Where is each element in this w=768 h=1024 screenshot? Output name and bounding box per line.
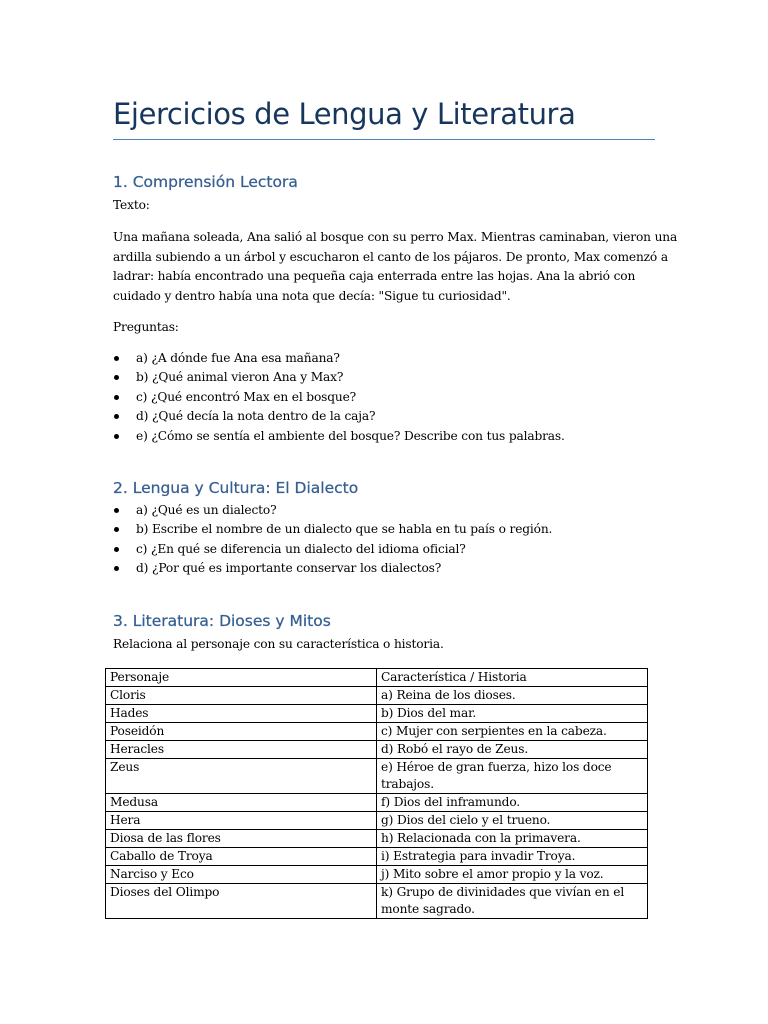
description-line: a) Reina de los dioses. xyxy=(381,688,516,702)
list-item xyxy=(113,349,565,368)
text-label: Texto: xyxy=(113,198,150,212)
section3-heading: 3. Literatura: Dioses y Mitos xyxy=(113,612,331,630)
list-item xyxy=(113,407,565,426)
description-cell xyxy=(377,866,648,884)
paragraph-line: ladrar: había encontrado una pequeña caja enterrada entre las hojas. Ana la abrió con xyxy=(113,269,636,283)
description-line: i) Estrategia para invadir Troya. xyxy=(381,849,576,863)
description-line: monte sagrado. xyxy=(381,902,475,916)
description-line: h) Relacionada con la primavera. xyxy=(381,831,581,845)
table-row xyxy=(106,866,648,884)
table-row xyxy=(106,794,648,812)
table-row xyxy=(106,830,648,848)
paragraph-line: Una mañana soleada, Ana salió al bosque con su perro Max. Mientras caminaban, vieron una xyxy=(113,230,678,244)
description-cell xyxy=(377,812,648,830)
character-cell: Hades xyxy=(106,705,377,723)
list-item xyxy=(113,427,565,446)
instruction-text: Relaciona al personaje con su característica o historia. xyxy=(113,637,444,651)
section2-question-list xyxy=(113,501,552,579)
character-cell: Heracles xyxy=(106,741,377,759)
table-row xyxy=(106,759,648,794)
question-text: c) ¿Qué encontró Max en el bosque? xyxy=(136,389,357,404)
description-cell xyxy=(377,723,648,741)
character-cell: Zeus xyxy=(106,759,377,794)
bullet-icon xyxy=(114,434,119,439)
description-cell xyxy=(377,794,648,812)
reading-paragraph xyxy=(113,228,678,306)
character-cell: Caballo de Troya xyxy=(106,848,377,866)
question-text: b) ¿Qué animal vieron Ana y Max? xyxy=(136,370,344,385)
question-text: a) ¿A dónde fue Ana esa mañana? xyxy=(136,351,340,365)
list-item xyxy=(113,501,552,520)
paragraph-line: ardilla subiendo a un árbol y escucharon el canto de los pájaros. De pronto, Max comenzó a xyxy=(113,249,668,264)
header-cell-personaje: Personaje xyxy=(106,669,377,687)
bullet-icon xyxy=(114,527,119,532)
table-row xyxy=(106,812,648,830)
description-cell xyxy=(377,759,648,794)
list-item xyxy=(113,520,552,539)
description-line: d) Robó el rayo de Zeus. xyxy=(381,742,529,756)
list-item xyxy=(113,540,552,559)
description-line: c) Mujer con serpientes en la cabeza. xyxy=(381,724,607,738)
question-text: c) ¿En qué se diferencia un dialecto del idioma oficial? xyxy=(136,541,466,556)
character-cell: Narciso y Eco xyxy=(106,866,377,884)
document-title: Ejercicios de Lengua y Literatura xyxy=(113,97,576,131)
table-row xyxy=(106,741,648,759)
question-text: d) ¿Qué decía la nota dentro de la caja? xyxy=(136,409,376,424)
section2-heading: 2. Lengua y Cultura: El Dialecto xyxy=(113,479,359,497)
table-row xyxy=(106,884,648,919)
bullet-icon xyxy=(114,356,119,361)
list-item xyxy=(113,388,565,407)
questions-label: Preguntas: xyxy=(113,320,179,334)
matching-table xyxy=(105,668,648,919)
description-line: b) Dios del mar. xyxy=(381,706,477,720)
description-line: k) Grupo de divinidades que vivían en el xyxy=(381,885,625,899)
character-cell: Medusa xyxy=(106,794,377,812)
question-text: a) ¿Qué es un dialecto? xyxy=(136,503,277,517)
description-line: f) Dios del inframundo. xyxy=(381,795,521,809)
table-row xyxy=(106,705,648,723)
table-row xyxy=(106,687,648,705)
character-cell: Diosa de las flores xyxy=(106,830,377,848)
title-underline xyxy=(113,139,655,140)
description-cell xyxy=(377,848,648,866)
description-line: j) Mito sobre el amor propio y la voz. xyxy=(381,867,604,881)
paragraph-line: cuidado y dentro había una nota que decía: "Sigue tu curiosidad". xyxy=(113,288,511,303)
question-text: d) ¿Por qué es importante conservar los dialectos? xyxy=(136,561,442,576)
bullet-icon xyxy=(114,566,119,571)
description-cell xyxy=(377,884,648,919)
description-line: e) Héroe de gran fuerza, hizo los doce xyxy=(381,760,612,774)
section1-question-list xyxy=(113,349,565,446)
list-item xyxy=(113,368,565,387)
table-row xyxy=(106,723,648,741)
description-cell xyxy=(377,705,648,723)
question-text: b) Escribe el nombre de un dialecto que se habla en tu país o región. xyxy=(136,522,553,537)
table-row xyxy=(106,848,648,866)
table-header-row xyxy=(106,669,648,687)
description-line: trabajos. xyxy=(381,777,434,791)
character-cell: Dioses del Olimpo xyxy=(106,884,377,919)
description-cell xyxy=(377,687,648,705)
character-cell: Hera xyxy=(106,812,377,830)
question-text: e) ¿Cómo se sentía el ambiente del bosque? Describe con tus palabras. xyxy=(136,428,565,443)
bullet-icon xyxy=(114,547,119,552)
section1-heading: 1. Comprensión Lectora xyxy=(113,173,298,191)
list-item xyxy=(113,559,552,578)
bullet-icon xyxy=(114,414,119,419)
header-cell-caracteristica: Característica / Historia xyxy=(377,669,648,687)
description-line: g) Dios del cielo y el trueno. xyxy=(381,813,551,827)
description-cell xyxy=(377,741,648,759)
description-cell xyxy=(377,830,648,848)
bullet-icon xyxy=(114,375,119,380)
character-cell: Cloris xyxy=(106,687,377,705)
bullet-icon xyxy=(114,395,119,400)
bullet-icon xyxy=(114,508,119,513)
character-cell: Poseidón xyxy=(106,723,377,741)
